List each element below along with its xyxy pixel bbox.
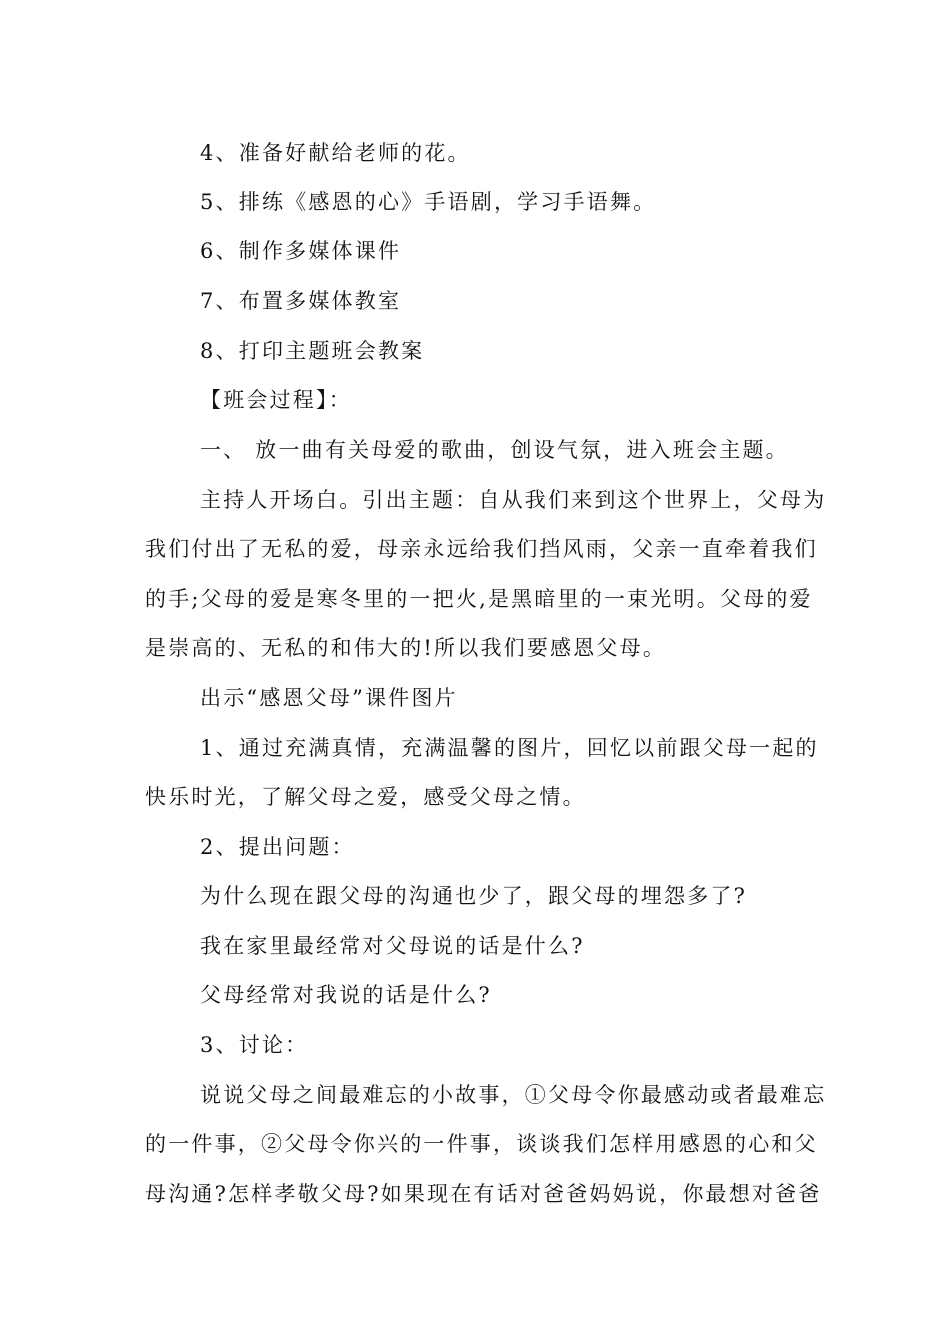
- question-line: 为什么现在跟父母的沟通也少了，跟父母的埋怨多了?: [200, 884, 748, 908]
- list-item-8: 8、打印主题班会教案: [200, 339, 425, 363]
- paragraph-line: 的手;父母的爱是寒冬里的一把火,是黑暗里的一束光明。父母的爱: [145, 587, 813, 611]
- list-item-7: 7、布置多媒体教室: [200, 289, 402, 313]
- paragraph-line: 3、讨论：: [200, 1033, 309, 1057]
- paragraph-line: 是崇高的、无私的和伟大的!所以我们要感恩父母。: [145, 636, 667, 660]
- step-one-heading: 一、 放一曲有关母爱的歌曲，创设气氛，进入班会主题。: [200, 438, 789, 462]
- paragraph-line: 的一件事，②父母令你兴的一件事，谈谈我们怎样用感恩的心和父: [145, 1132, 818, 1156]
- paragraph-line: 母沟通?怎样孝敬父母?如果现在有话对爸爸妈妈说，你最想对爸爸: [145, 1182, 822, 1206]
- paragraph-line: 1、通过充满真情，充满温馨的图片，回忆以前跟父母一起的: [200, 736, 819, 760]
- paragraph-line: 快乐时光，了解父母之爱，感受父母之情。: [145, 785, 586, 809]
- section-heading: 【班会过程】：: [200, 388, 352, 412]
- question-line: 父母经常对我说的话是什么?: [200, 983, 492, 1007]
- paragraph-line: 主持人开场白。引出主题：自从我们来到这个世界上，父母为: [200, 488, 827, 512]
- paragraph-line: 出示“感恩父母”课件图片: [200, 686, 458, 710]
- paragraph-line: 2、提出问题：: [200, 835, 355, 859]
- paragraph-line: 说说父母之间最难忘的小故事，①父母令你最感动或者最难忘: [200, 1083, 827, 1107]
- question-line: 我在家里最经常对父母说的话是什么?: [200, 934, 585, 958]
- list-item-6: 6、制作多媒体课件: [200, 239, 402, 263]
- list-item-5: 5、排练《感恩的心》手语剧，学习手语舞。: [200, 190, 657, 214]
- paragraph-line: 我们付出了无私的爱，母亲永远给我们挡风雨，父亲一直牵着我们: [145, 537, 818, 561]
- list-item-4: 4、准备好献给老师的花。: [200, 141, 471, 165]
